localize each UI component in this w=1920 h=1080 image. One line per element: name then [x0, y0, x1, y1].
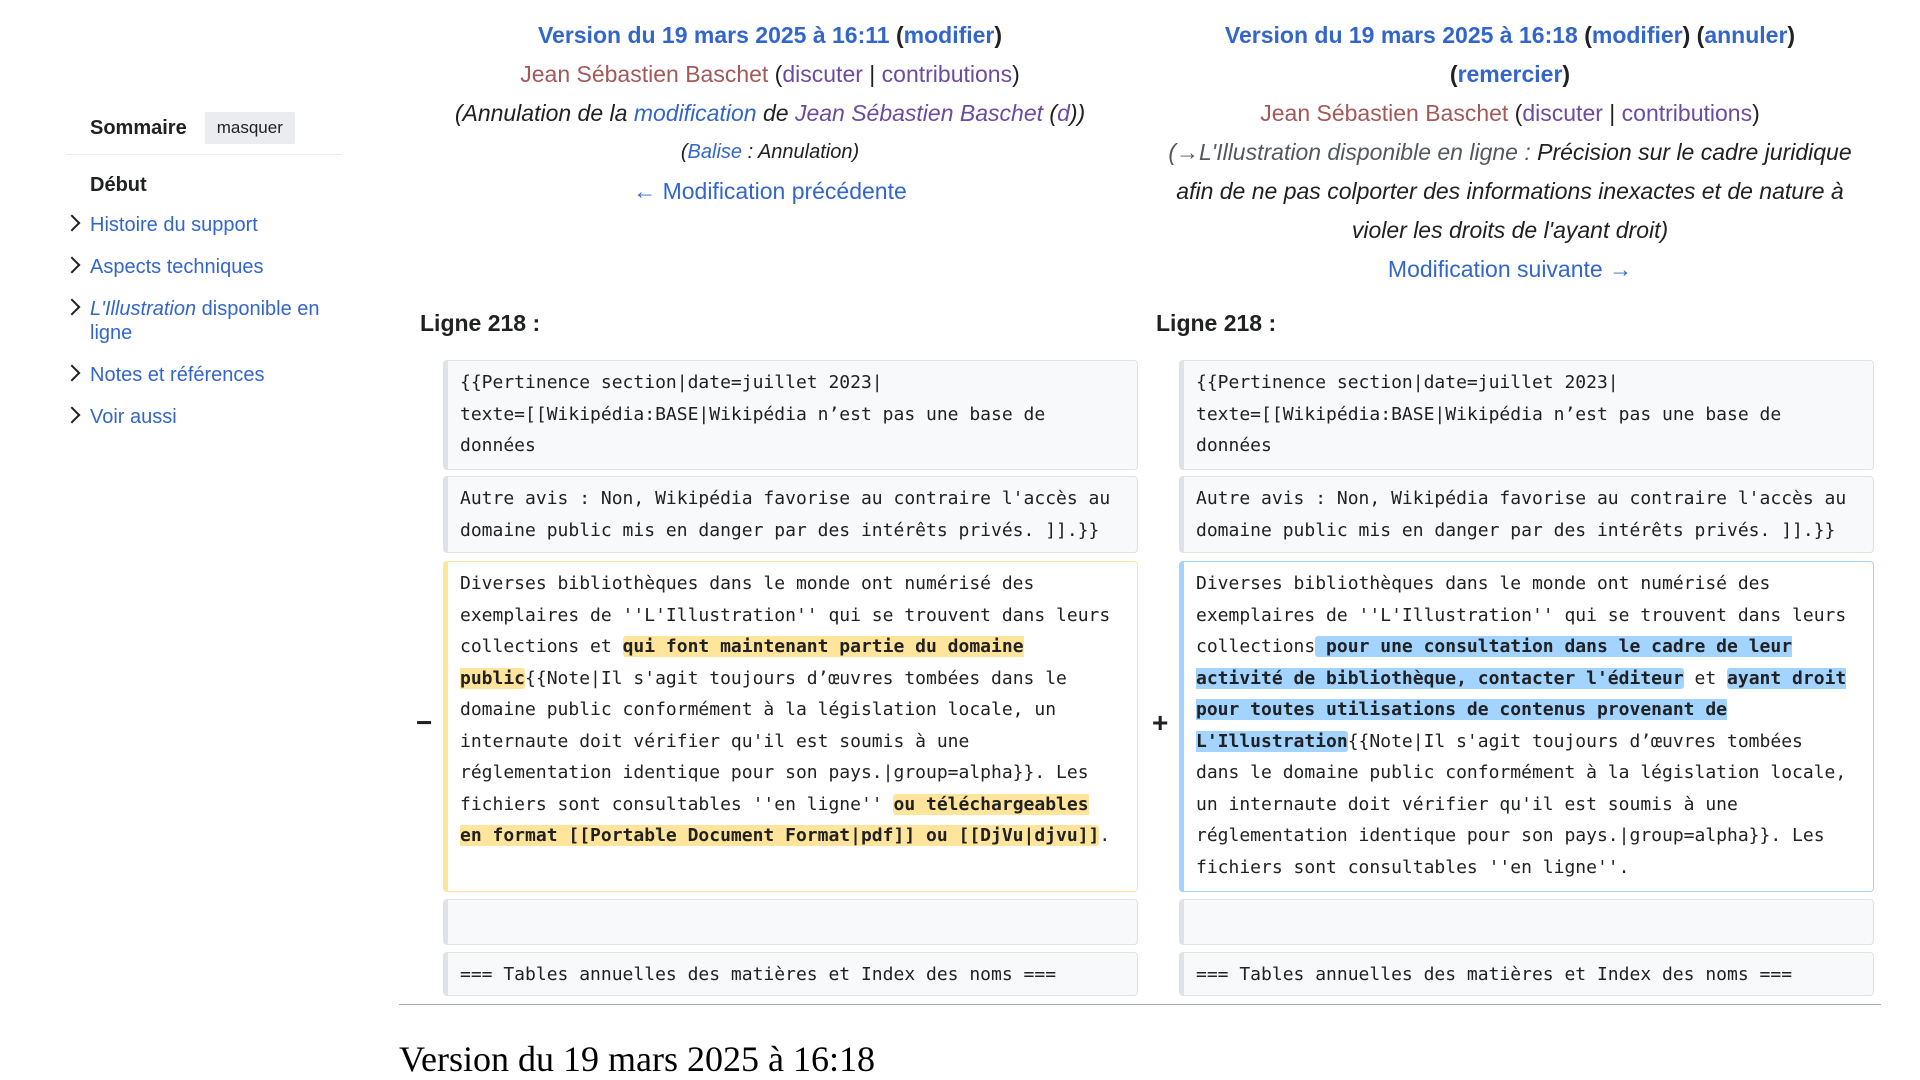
add-text-2: et — [1683, 667, 1728, 689]
old-tag-link[interactable]: Balise — [687, 141, 743, 163]
old-summary-d-link[interactable]: d — [1057, 100, 1070, 126]
new-line-number: Ligne 218 : — [1156, 310, 1277, 336]
toc-item-voir — [66, 405, 342, 429]
new-nav-line — [1160, 250, 1860, 289]
old-user-line: Jean Sébastien Baschet (discuter | contributions) — [520, 61, 1020, 87]
toc-link-aspects[interactable]: Aspects techniques — [90, 256, 264, 278]
del-highlight-2: ou téléchargeables en format [[Portable Document Format|pdf]] ou [[DjVu|djvu]] — [460, 793, 1100, 846]
new-summary-section[interactable]: (→L'Illustration disponible en ligne : — [1168, 139, 1538, 165]
toc-link-notes[interactable]: Notes et références — [90, 364, 265, 386]
old-summary-prefix: (Annulation de la — [454, 100, 634, 126]
old-context-cell-3: === Tables annuelles des matières et Index des noms === — [443, 952, 1138, 996]
del-text-1: Diverses bibliothèques dans le monde ont numérisé des exemplaires de ''L'Illustration'' qui se trouvent dans leurs collections et — [460, 573, 1111, 657]
toc-item-histoire — [66, 213, 342, 237]
new-contribs-link[interactable]: contributions — [1621, 100, 1753, 126]
toc-item-illustration — [66, 297, 342, 345]
deleted-line-marker: − — [416, 707, 433, 738]
revision-page-title: Version du 19 mars 2025 à 16:18 — [399, 1039, 875, 1079]
del-text-2: {{Note|Il s'agit toujours d’œuvres tombées dans le domaine public conformément à la législation locale, un internaute doit vérifier qu'il est soumis à une réglementation identique pour son pays.|group=alpha}}. Les fichiers sont consultables ''en ligne'' — [460, 667, 1089, 815]
chevron-right-icon[interactable] — [64, 257, 81, 274]
diff-divider — [399, 1004, 1881, 1005]
old-summary-user-link[interactable]: Jean Sébastien Baschet — [794, 100, 1043, 126]
added-line-marker: + — [1152, 707, 1169, 738]
toc-item-debut[interactable]: Début — [90, 174, 147, 196]
toc-link-illustration[interactable] — [90, 298, 320, 344]
old-tag-value: : Annulation) — [742, 141, 860, 163]
chevron-right-icon[interactable] — [64, 365, 81, 382]
del-highlight-1: qui font maintenant partie du domaine public — [460, 636, 1024, 689]
new-empty-cell — [1179, 899, 1874, 945]
old-revision-header — [420, 16, 1120, 211]
toc-link-voir[interactable]: Voir aussi — [90, 406, 177, 428]
old-contribs-link[interactable]: contributions — [881, 61, 1013, 87]
chevron-right-icon[interactable] — [64, 299, 81, 316]
new-user-link[interactable]: Jean Sébastien Baschet — [1260, 100, 1509, 126]
toc-list — [66, 173, 342, 429]
old-edit-link[interactable]: modifier — [903, 22, 995, 48]
add-text-3: {{Note|Il s'agit toujours d’œuvres tombées dans le domaine public conformément à la législation locale, un internaute doit vérifier qu'il est soumis à une réglementation identique pour son pays.|group=alpha}}. Les fichiers sont consultables ''en ligne''. — [1196, 730, 1847, 878]
new-revision-header — [1160, 16, 1860, 289]
new-talk-link[interactable]: discuter — [1522, 100, 1603, 126]
old-context-cell-1: {{Pertinence section|date=juillet 2023| texte=[[Wikipédia:BASE|Wikipédia n’est pas une base de données — [443, 360, 1138, 470]
toc-hide-button[interactable]: masquer — [205, 112, 295, 144]
chevron-right-icon[interactable] — [64, 215, 81, 232]
new-summary-text: Précision sur le cadre juridique afin de ne pas colporter des informations inexactes et de nature à violer les droits de l'ayant droit) — [1176, 139, 1852, 243]
chevron-right-icon[interactable] — [64, 407, 81, 424]
add-highlight-1: pour une consultation dans le cadre de leur activité de bibliothèque, contacter l'éditeur — [1196, 636, 1793, 689]
old-empty-cell — [443, 899, 1138, 945]
old-talk-link[interactable]: discuter — [782, 61, 863, 87]
add-text-1: Diverses bibliothèques dans le monde ont numérisé des exemplaires de ''L'Illustration'' qui se trouvent dans leurs collections — [1196, 573, 1847, 657]
toc-header — [66, 112, 342, 155]
old-summary-mid: de — [756, 100, 795, 126]
new-context-cell-1: {{Pertinence section|date=juillet 2023| texte=[[Wikipédia:BASE|Wikipédia n’est pas une base de données — [1179, 360, 1874, 470]
deleted-line-cell — [443, 561, 1138, 892]
undo-link[interactable]: annuler — [1704, 22, 1788, 48]
thank-link[interactable]: remercier — [1457, 61, 1563, 87]
old-tag-line: (Balise : Annulation) — [680, 141, 860, 163]
thank-line: (remercier) — [1449, 61, 1571, 87]
del-text-3: . — [1099, 825, 1111, 846]
added-line-cell — [1179, 561, 1874, 892]
toc-item-aspects — [66, 255, 342, 279]
toc-link-histoire[interactable]: Histoire du support — [90, 214, 258, 236]
old-summary-mod-link[interactable]: modification — [633, 100, 757, 126]
next-edit-link[interactable]: Modification suivante → — [1387, 256, 1633, 282]
old-line-number: Ligne 218 : — [420, 310, 541, 336]
previous-edit-link[interactable]: ← Modification précédente — [633, 178, 907, 204]
toc-link-illustration-title: L'Illustration — [90, 298, 197, 320]
toc-item-notes — [66, 363, 342, 387]
new-version-link[interactable]: Version du 19 mars 2025 à 16:18 — [1224, 22, 1578, 48]
old-context-cell-2: Autre avis : Non, Wikipédia favorise au contraire l'accès au domaine public mis en danger par des intérêts privés. ]].}} — [443, 476, 1138, 553]
new-edit-link[interactable]: modifier — [1591, 22, 1683, 48]
old-nav-line — [420, 172, 1120, 211]
old-user-link[interactable]: Jean Sébastien Baschet — [520, 61, 769, 87]
toc-title: Sommaire — [90, 116, 187, 139]
new-revision-title-line: Version du 19 mars 2025 à 16:18 (modifier) (annuler) — [1224, 22, 1796, 48]
new-context-cell-2: Autre avis : Non, Wikipédia favorise au contraire l'accès au domaine public mis en danger par des intérêts privés. ]].}} — [1179, 476, 1874, 553]
new-edit-summary — [1160, 133, 1860, 250]
table-of-contents — [66, 112, 342, 447]
add-highlight-2: ayant droit pour toutes utilisations de contenus provenant de L'Illustration — [1196, 667, 1847, 752]
old-version-link[interactable]: Version du 19 mars 2025 à 16:11 — [537, 22, 890, 48]
old-edit-summary: (Annulation de la modification de Jean Sébastien Baschet (d)) — [454, 100, 1086, 126]
new-user-line: Jean Sébastien Baschet (discuter | contributions) — [1260, 100, 1760, 126]
new-context-cell-3: === Tables annuelles des matières et Index des noms === — [1179, 952, 1874, 996]
toc-link-illustration-rest: disponible en ligne — [90, 298, 320, 344]
old-revision-title-line: Version du 19 mars 2025 à 16:11 (modifier) — [537, 22, 1003, 48]
